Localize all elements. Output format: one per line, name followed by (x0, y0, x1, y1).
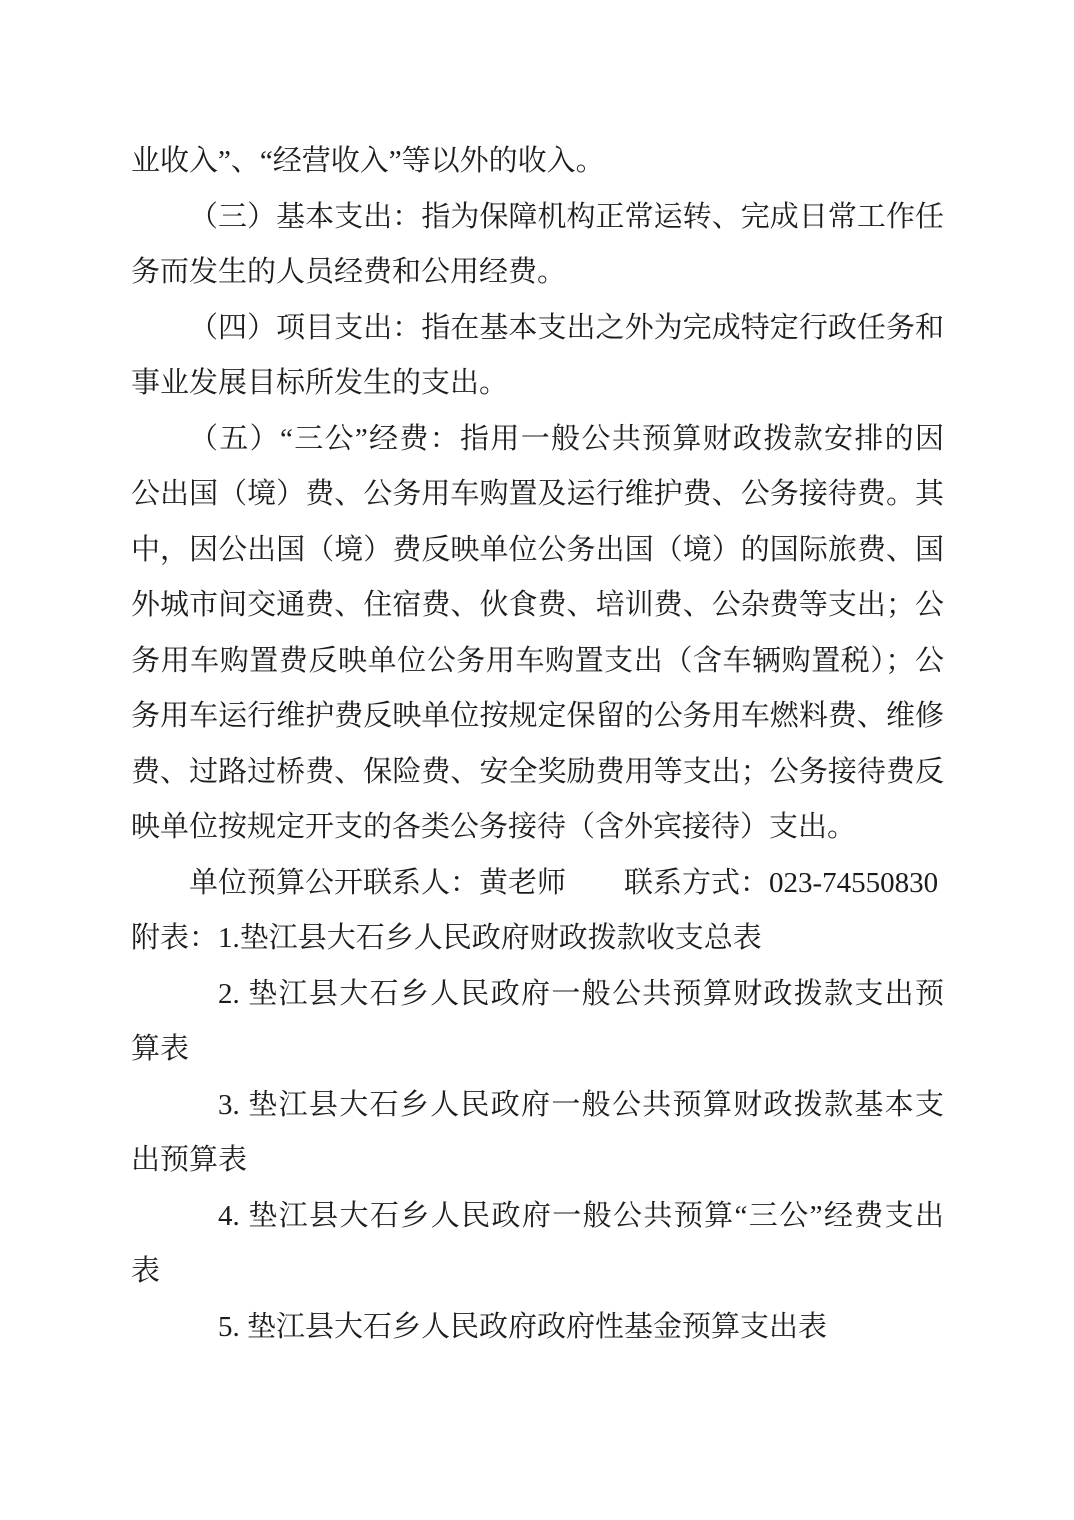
body-text-line: 出预算表 (131, 1144, 248, 1176)
body-text-line: 附表：1.垫江县大石乡人民政府财政拨款收支总表 (131, 922, 762, 954)
body-text-line: 业收入”、“经营收入”等以外的收入。 (131, 145, 605, 177)
document-body (131, 134, 944, 1355)
body-text-line: 费、过路过桥费、保险费、安全奖励费用等支出；公务接待费反 (131, 755, 944, 788)
body-text-line: 务用车购置费反映单位公务用车购置支出（含车辆购置税）；公 (131, 644, 944, 677)
body-text-line: 5. 垫江县大石乡人民政府政府性基金预算支出表 (218, 1310, 828, 1343)
body-text-line: 事业发展目标所发生的支出。 (131, 367, 509, 399)
body-text-line: 中，因公出国（境）费反映单位公务出国（境）的国际旅费、国 (131, 533, 944, 566)
body-text-line: 公出国（境）费、公务用车购置及运行维护费、公务接待费。其 (131, 478, 944, 510)
body-text-line: 4. 垫江县大石乡人民政府一般公共预算“三公”经费支出 (218, 1199, 944, 1232)
body-text-line: 单位预算公开联系人：黄老师 联系方式：023-74550830 (189, 866, 939, 899)
body-text-line: （四）项目支出：指在基本支出之外为完成特定行政任务和 (189, 311, 944, 344)
body-text-line: 务而发生的人员经费和公用经费。 (131, 256, 567, 288)
body-text-line: 3. 垫江县大石乡人民政府一般公共预算财政拨款基本支 (218, 1088, 944, 1121)
body-text-line: 映单位按规定开支的各类公务接待（含外宾接待）支出。 (131, 811, 857, 843)
body-text-line: （三）基本支出：指为保障机构正常运转、完成日常工作任 (189, 200, 944, 233)
body-text-line: 表 (131, 1255, 161, 1287)
body-text-line: 算表 (131, 1033, 190, 1065)
body-text-line: 2. 垫江县大石乡人民政府一般公共预算财政拨款支出预 (218, 977, 944, 1010)
body-text-line: 外城市间交通费、住宿费、伙食费、培训费、公杂费等支出；公 (131, 589, 944, 621)
body-text-line: 务用车运行维护费反映单位按规定保留的公务用车燃料费、维修 (131, 700, 944, 732)
body-text-line: （五）“三公”经费：指用一般公共预算财政拨款安排的因 (189, 422, 944, 455)
